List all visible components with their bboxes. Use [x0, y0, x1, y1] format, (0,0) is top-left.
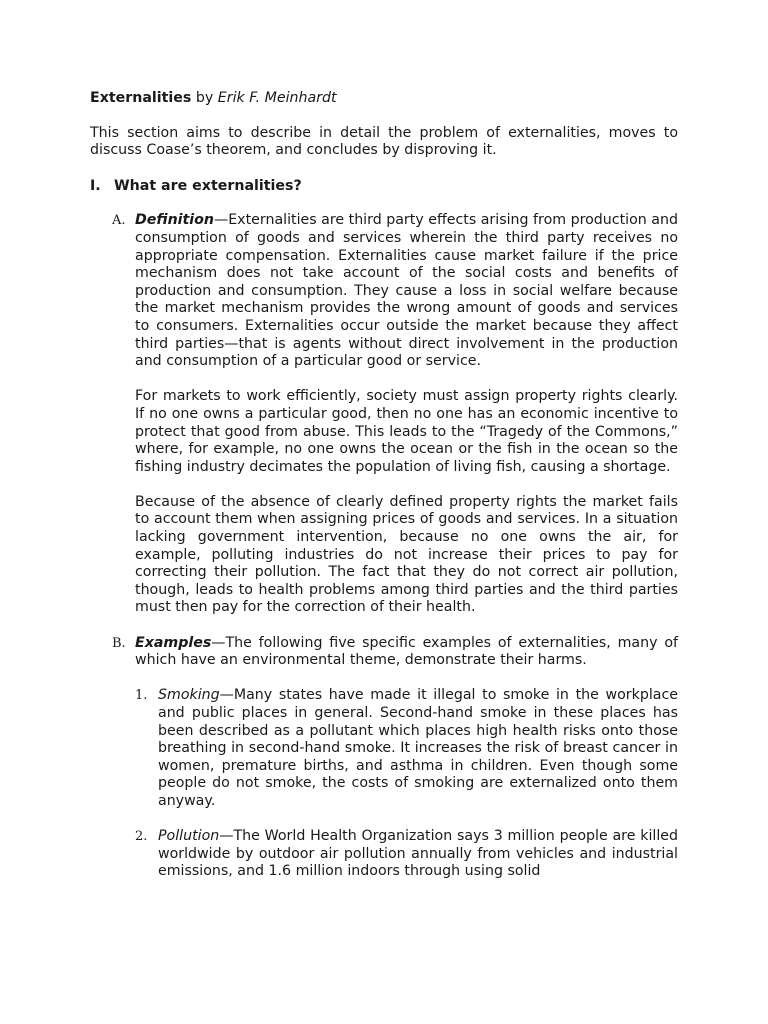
outline-item-definition — [112, 212, 678, 617]
outline-item-examples — [112, 635, 678, 899]
example-marker: 1. — [135, 688, 148, 704]
section-heading — [90, 178, 678, 196]
intro-paragraph: This section aims to describe in detail the problem of externalities, moves to discuss Coase’s theorem, and concludes by disproving it. — [90, 124, 678, 159]
outline-item-content — [135, 635, 678, 899]
example-term: Pollution — [158, 828, 220, 845]
example-marker: 2. — [135, 829, 148, 845]
document-title-line — [90, 90, 678, 108]
example-paragraph — [158, 828, 678, 881]
absence-of-rights-paragraph: Because of the absence of clearly defined property rights the market fails to account them when assigning prices of goods and services. In a situation lacking government intervention, because no one owns the air, for example, polluting industries do not increase their prices to pay for correcting their pollution. The fact that they do not correct air pollution, though, leads to health problems among third parties and the third parties must then pay for the correction of their health. — [135, 493, 678, 616]
definition-term: Definition — [135, 212, 215, 229]
example-content — [158, 828, 678, 881]
example-content — [158, 687, 678, 810]
example-term: Smoking — [158, 687, 220, 704]
property-rights-paragraph: For markets to work efficiently, society must assign property rights clearly. If no one owns a particular good, then no one has an economic incentive to protect that good from abuse. This leads to the “Tragedy of the Commons,” where, for example, no one owns the ocean or the fish in the ocean so the fishing industry decimates the population of living fish, causing a shortage. — [135, 388, 678, 475]
definition-text: —Externalities are third party effects arising from production and consumption of goods and services wherein the third party receives no appropriate compensation. Externalities cause market failure if the price mechanism does not take account of the social costs and benefits of production and consumption. They cause a loss in social welfare because the market mechanism provides the wrong amount of goods and services to consumers. Externalities occur outside the market because they affect third parties—that is agents without direct involvement in the production and consumption of a particular good or service. — [135, 212, 678, 370]
example-item-smoking — [135, 687, 678, 810]
example-text: —The World Health Organization says 3 million people are killed worldwide by outdoor air pollution annually from vehicles and industrial emissions, and 1.6 million indoors through using solid — [158, 828, 678, 880]
outline-marker: A. — [112, 213, 126, 229]
examples-paragraph — [135, 635, 678, 670]
section-number: I. — [90, 177, 101, 194]
definition-paragraph — [135, 212, 678, 370]
examples-text: —The following five specific examples of externalities, many of which have an environmental theme, demonstrate their harms. — [135, 634, 678, 669]
outline-item-content — [135, 212, 678, 617]
example-item-pollution — [135, 828, 678, 881]
by-label: by — [195, 90, 214, 106]
author-name: Erik F. Meinhardt — [217, 90, 337, 106]
section-title: What are externalities? — [114, 177, 302, 194]
document-page — [90, 90, 678, 916]
example-text: —Many states have made it illegal to smoke in the workplace and public places in general. Second-hand smoke in these places has been described as a pollutant which places high health risks onto those breathing in second-hand smoke. It increases the risk of breast cancer in women, premature births, and asthma in children. Even though some people do not smoke, the costs of smoking are externalized onto them anyway. — [158, 687, 678, 809]
outline-marker: B. — [112, 635, 126, 651]
examples-term: Examples — [135, 634, 212, 651]
example-paragraph — [158, 687, 678, 810]
document-title: Externalities — [90, 90, 192, 106]
